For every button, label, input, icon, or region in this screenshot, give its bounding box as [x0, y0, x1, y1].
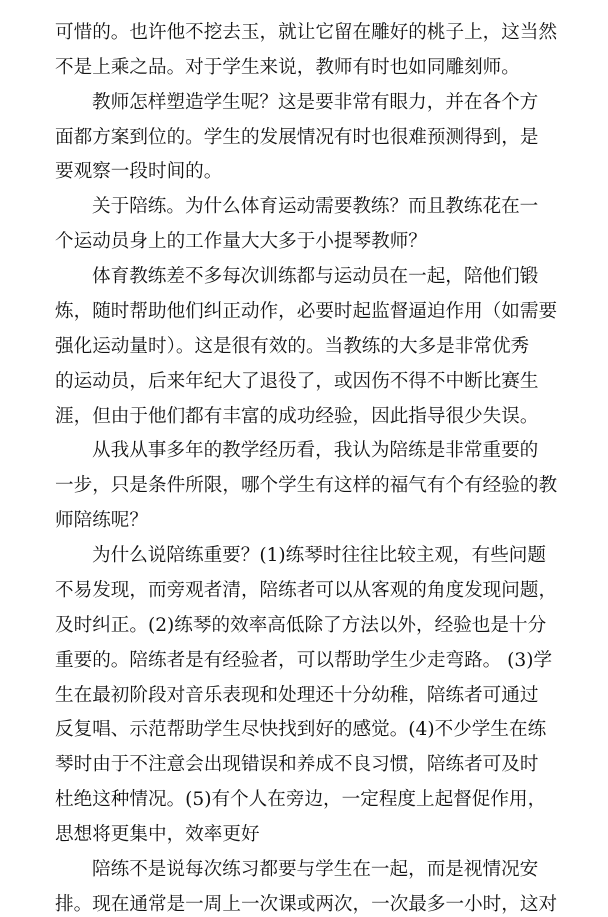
- text-line: 重要的。陪练者是有经验者，可以帮助学生少走弯路。 (3)学: [55, 650, 553, 671]
- text-line: 杜绝这种情况。(5)有个人在旁边，一定程度上起督促作用，: [55, 789, 547, 810]
- text-line: 琴时由于不注意会出现错误和养成不良习惯，陪练者可及时: [55, 754, 539, 775]
- text-line: 及时纠正。(2)练琴的效率高低除了方法以外，经验也是十分: [55, 615, 547, 636]
- text-line: 的运动员，后来年纪大了退役了，或因伤不得不中断比赛生: [55, 371, 539, 392]
- text-line: 强化运动量时）。这是很有效的。当教练的大多是非常优秀: [55, 336, 530, 357]
- text-line: 为什么说陪练重要？(1)练琴时往往比较主观，有些问题: [92, 545, 546, 566]
- text-line: 教师怎样塑造学生呢？这是要非常有眼力，并在各个方: [92, 92, 539, 113]
- text-line: 可惜的。也许他不挖去玉，就让它留在雕好的桃子上，这当然: [55, 22, 558, 43]
- text-line: 关于陪练。为什么体育运动需要教练？而且教练花在一: [92, 196, 539, 217]
- text-line: 师陪练呢？: [55, 510, 148, 531]
- text-line: 思想将更集中，效率更好: [55, 824, 260, 845]
- text-line: 要观察一段时间的。: [55, 161, 223, 182]
- text-line: 不易发现，而旁观者清，陪练者可以从客观的角度发现问题，: [55, 580, 558, 601]
- text-line: 从我从事多年的教学经历看，我认为陪练是非常重要的: [92, 440, 539, 461]
- text-line: 生在最初阶段对音乐表现和处理还十分幼稚，陪练者可通过: [55, 685, 539, 706]
- text-line: 陪练不是说每次练习都要与学生在一起，而是视情况安: [92, 859, 539, 880]
- text-line: 涯，但由于他们都有丰富的成功经验，因此指导很少失误。: [55, 406, 539, 427]
- text-line: 个运动员身上的工作量大大多于小提琴教师？: [55, 231, 427, 252]
- text-line: 体育教练差不多每次训练都与运动员在一起，陪他们锻: [92, 266, 539, 287]
- text-line: 面都方案到位的。学生的发展情况有时也很难预测得到，是: [55, 127, 539, 148]
- text-line: 排。现在通常是一周上一次课或两次，一次最多一小时，这对: [55, 894, 558, 915]
- text-line: 炼，随时帮助他们纠正动作，必要时起监督逼迫作用（如需要: [55, 301, 558, 322]
- text-line: 反复唱、示范帮助学生尽快找到好的感觉。(4)不少学生在练: [55, 719, 547, 740]
- text-line: 一步，只是条件所限，哪个学生有这样的福气有个有经验的教: [55, 475, 558, 496]
- text-line: 不是上乘之品。对于学生来说，教师有时也如同雕刻师。: [55, 57, 520, 78]
